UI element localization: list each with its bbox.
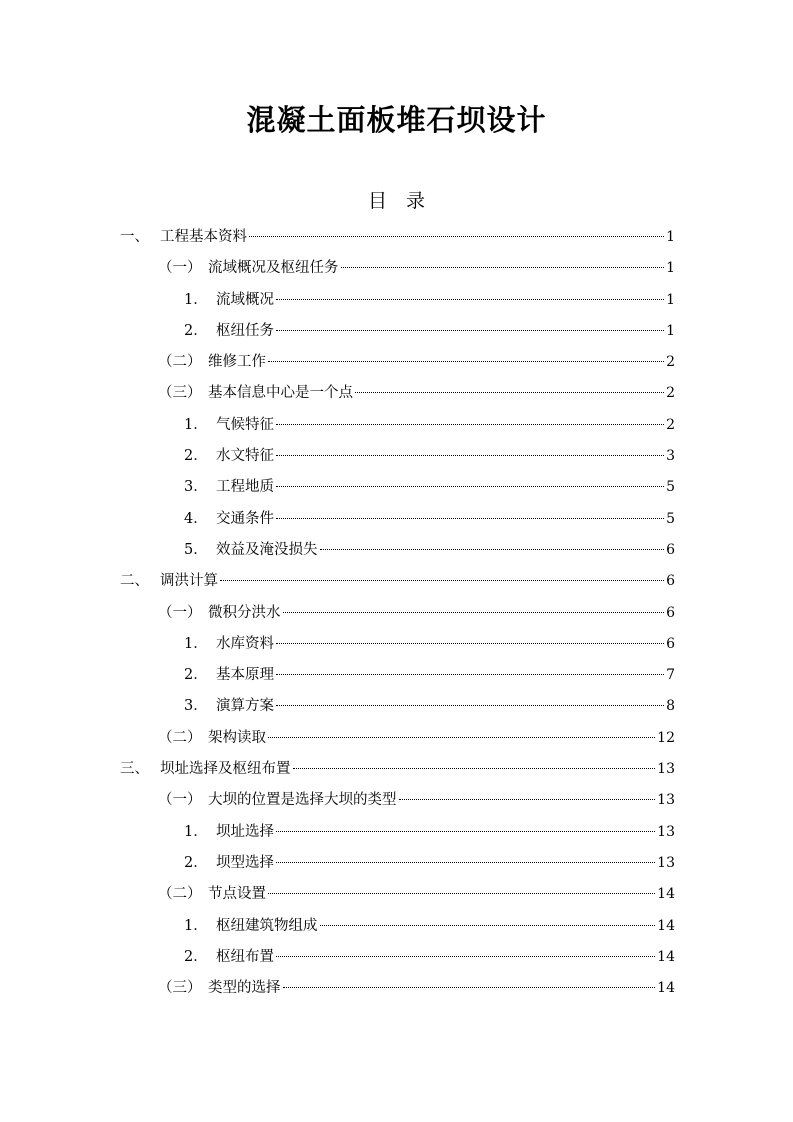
toc-entry[interactable] — [120, 848, 675, 879]
toc-entry-number: 1． — [184, 291, 208, 308]
dot-leader — [276, 518, 664, 519]
toc-entry-number: 1． — [184, 823, 208, 840]
toc-entry-text: 气候特征 — [216, 416, 274, 433]
toc-entry-number: （二） — [158, 354, 202, 371]
toc-entry-number: 3． — [184, 698, 208, 715]
toc-entry[interactable] — [120, 598, 675, 629]
toc-entry[interactable] — [120, 472, 675, 503]
toc-entry-page-number: 5 — [666, 510, 675, 527]
dot-leader — [283, 987, 656, 988]
toc-entry-page-number: 14 — [657, 886, 675, 903]
dot-leader — [276, 831, 655, 832]
dot-leader — [276, 455, 664, 456]
toc-entry-page-number: 6 — [666, 635, 675, 652]
toc-entry[interactable] — [120, 785, 675, 816]
toc-entry-text: 维修工作 — [208, 354, 266, 371]
toc-entry[interactable] — [120, 973, 675, 1004]
dot-leader — [249, 236, 664, 237]
toc-entry-number: 三、 — [120, 761, 149, 778]
toc-entry[interactable] — [120, 629, 675, 660]
toc-entry-page-number: 13 — [657, 823, 675, 840]
toc-entry-page-number: 6 — [666, 573, 675, 590]
toc-entry-number: 1． — [184, 416, 208, 433]
toc-entry[interactable] — [120, 222, 675, 253]
toc-entry[interactable] — [120, 817, 675, 848]
dot-leader — [293, 768, 656, 769]
dot-leader — [276, 956, 655, 957]
dot-leader — [276, 330, 664, 331]
toc-entry-number: 2． — [184, 948, 208, 965]
toc-entry-number: 2． — [184, 854, 208, 871]
toc-entry-number: 2． — [184, 448, 208, 465]
toc-entry-page-number: 1 — [666, 322, 675, 339]
toc-entry[interactable] — [120, 942, 675, 973]
dot-leader — [268, 361, 664, 362]
toc-entry-text: 工程基本资料 — [160, 229, 247, 245]
toc-entry-text: 坝址选择 — [216, 823, 274, 840]
dot-leader — [276, 424, 664, 425]
toc-entry-text: 节点设置 — [208, 886, 266, 903]
toc-entry-text: 水文特征 — [216, 448, 274, 465]
toc-entry-number: 二、 — [120, 573, 149, 590]
toc-entry-text: 基本信息中心是一个点 — [208, 385, 353, 402]
toc-entry[interactable] — [120, 535, 675, 566]
dot-leader — [320, 925, 656, 926]
toc-entry-page-number: 7 — [666, 667, 675, 684]
toc-entry-text: 水库资料 — [216, 635, 274, 652]
toc-entry-number: 4． — [184, 510, 208, 527]
toc-entry-text: 调洪计算 — [160, 573, 218, 590]
toc-entry-page-number: 5 — [666, 479, 675, 496]
toc-entry-page-number: 12 — [657, 729, 675, 746]
toc-entry-number: 3． — [184, 479, 208, 496]
toc-entry-page-number: 1 — [666, 229, 675, 245]
toc-entry-text: 枢纽建筑物组成 — [216, 917, 318, 934]
toc-entry-text: 坝型选择 — [216, 854, 274, 871]
toc-entry-number: （二） — [158, 729, 202, 746]
toc-entry-text: 枢纽任务 — [216, 322, 274, 339]
toc-entry-number: （三） — [158, 385, 202, 402]
toc-entry[interactable] — [120, 879, 675, 910]
toc-entry-page-number: 6 — [666, 604, 675, 621]
toc-entry[interactable] — [120, 691, 675, 722]
toc-entry-page-number: 2 — [666, 385, 675, 402]
dot-leader — [276, 674, 664, 675]
toc-entry-number: 1． — [184, 917, 208, 934]
toc-entry-page-number: 14 — [657, 948, 675, 965]
toc-entry[interactable] — [120, 441, 675, 472]
toc-entry-page-number: 14 — [657, 917, 675, 934]
toc-entry-page-number: 1 — [666, 260, 675, 277]
toc-entry[interactable] — [120, 347, 675, 378]
dot-leader — [399, 799, 656, 800]
toc-entry-text: 枢纽布置 — [216, 948, 274, 965]
toc-entry-number: 2． — [184, 322, 208, 339]
toc-entry-page-number: 6 — [666, 541, 675, 558]
toc-entry-page-number: 2 — [666, 354, 675, 371]
dot-leader — [276, 862, 655, 863]
toc-heading: 目 录 — [367, 190, 425, 212]
toc-entry[interactable] — [120, 378, 675, 409]
toc-entry-page-number: 3 — [666, 448, 675, 465]
dot-leader — [276, 299, 664, 300]
dot-leader — [276, 643, 664, 644]
toc-entry-number: （三） — [158, 980, 202, 997]
dot-leader — [268, 893, 655, 894]
toc-entry[interactable] — [120, 316, 675, 347]
toc-entry-number: 一、 — [120, 229, 149, 245]
document-title: 混凝土面板堆石坝设计 — [246, 103, 547, 137]
dot-leader — [276, 486, 664, 487]
toc-entry-number: （一） — [158, 792, 202, 809]
toc-entry[interactable] — [120, 504, 675, 535]
dot-leader — [268, 737, 655, 738]
toc-entry[interactable] — [120, 410, 675, 441]
toc-entry-text: 微积分洪水 — [208, 604, 281, 621]
dot-leader — [276, 705, 664, 706]
toc-entry-number: 1． — [184, 635, 208, 652]
toc-entry-text: 基本原理 — [216, 667, 274, 684]
toc-entry-text: 流域概况及枢纽任务 — [208, 260, 339, 277]
toc-entry-page-number: 8 — [666, 698, 675, 715]
toc-entry-number: 5． — [184, 541, 208, 558]
toc-entry[interactable] — [120, 285, 675, 316]
table-of-contents — [120, 222, 675, 1004]
toc-entry[interactable] — [120, 911, 675, 942]
toc-entry-number: （二） — [158, 886, 202, 903]
toc-entry-text: 坝址选择及枢纽布置 — [160, 761, 291, 778]
toc-entry[interactable] — [120, 566, 675, 597]
toc-entry-page-number: 13 — [657, 854, 675, 871]
toc-entry-page-number: 13 — [657, 792, 675, 809]
toc-entry-number: （一） — [158, 604, 202, 621]
toc-entry-page-number: 14 — [657, 980, 675, 997]
dot-leader — [283, 612, 665, 613]
toc-entry-text: 效益及淹没损失 — [216, 541, 318, 558]
toc-entry[interactable] — [120, 253, 675, 284]
toc-entry-page-number: 13 — [657, 761, 675, 778]
dot-leader — [220, 580, 664, 581]
toc-entry[interactable] — [120, 660, 675, 691]
toc-entry-text: 演算方案 — [216, 698, 274, 715]
dot-leader — [320, 549, 665, 550]
toc-entry[interactable] — [120, 723, 675, 754]
toc-entry-page-number: 2 — [666, 416, 675, 433]
toc-entry-text: 流域概况 — [216, 291, 274, 308]
toc-entry-text: 架构读取 — [208, 729, 266, 746]
toc-entry-number: 2． — [184, 667, 208, 684]
toc-entry-text: 工程地质 — [216, 479, 274, 496]
toc-entry-number: （一） — [158, 260, 202, 277]
toc-entry-page-number: 1 — [666, 291, 675, 308]
toc-entry-text: 交通条件 — [216, 510, 274, 527]
dot-leader — [355, 392, 664, 393]
toc-entry-text: 类型的选择 — [208, 980, 281, 997]
toc-entry[interactable] — [120, 754, 675, 785]
dot-leader — [341, 267, 665, 268]
toc-entry-text: 大坝的位置是选择大坝的类型 — [208, 792, 397, 809]
